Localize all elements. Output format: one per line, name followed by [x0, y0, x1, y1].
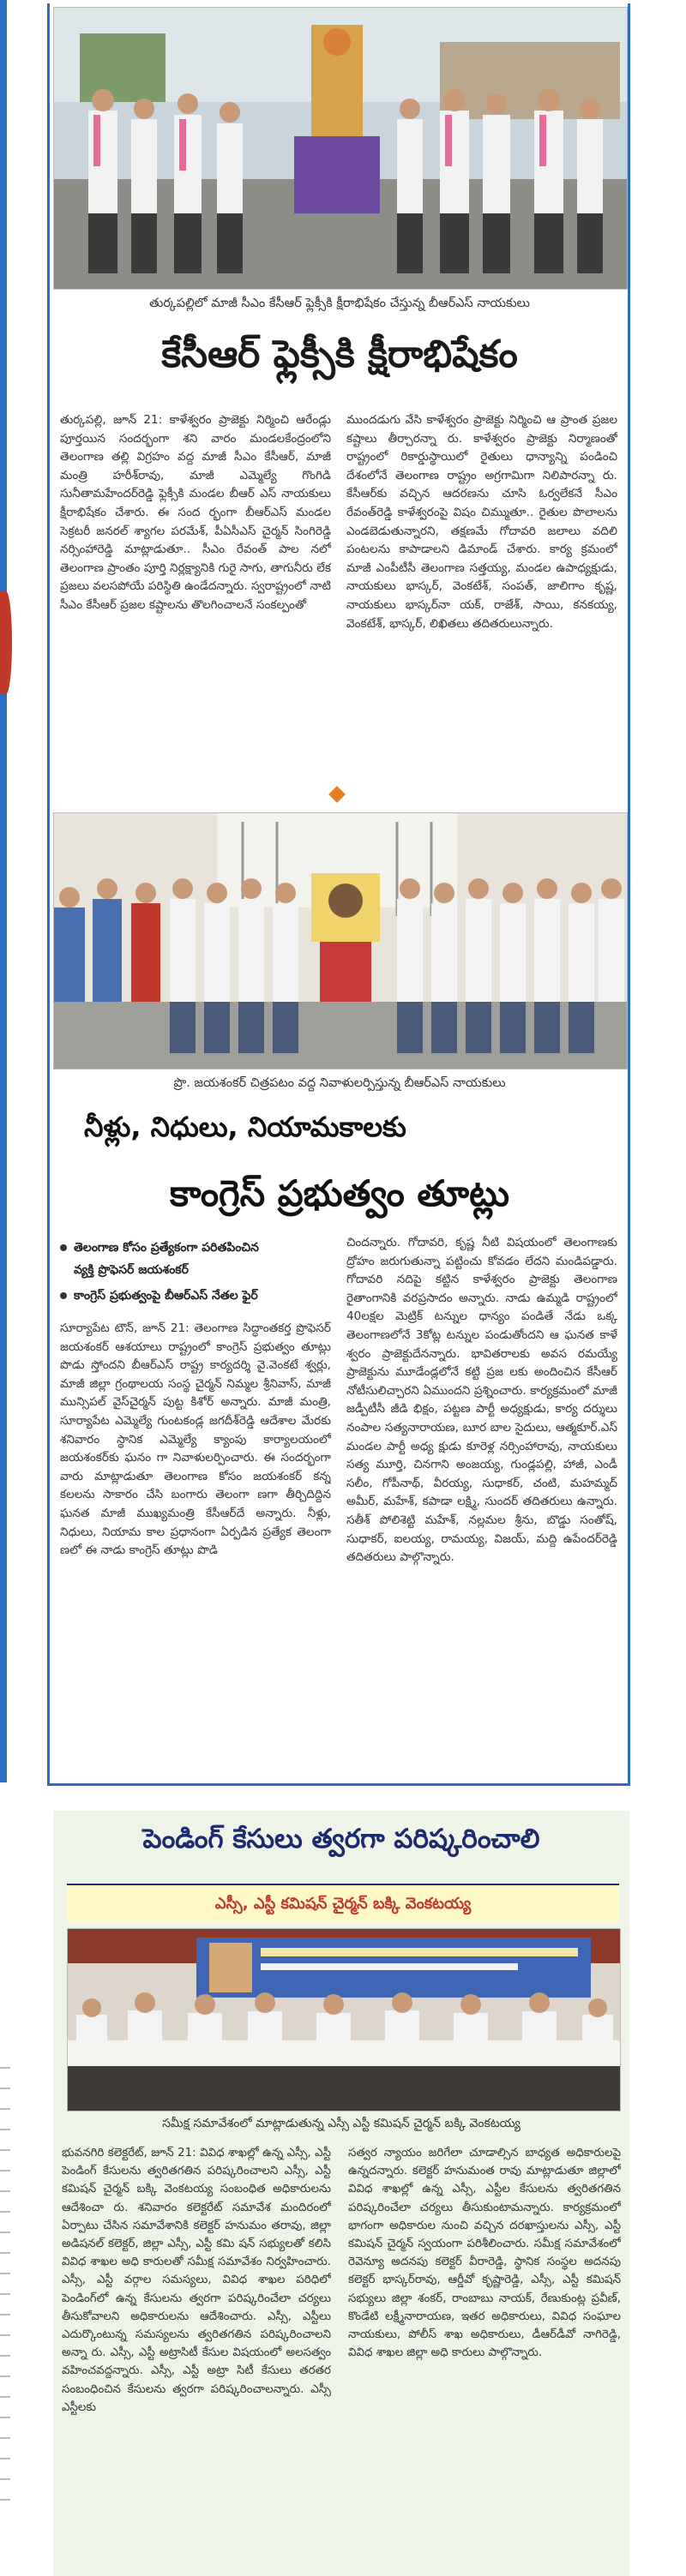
article2-headline: పెండింగ్ కేసులు త్వరగా పరిష్కరించాలి	[142, 1824, 540, 1854]
article2-body-right: సత్వర న్యాయం జరిగేలా చూడాల్సిన బాధ్యత అధికారులపై ఉన్నదన్నారు. కలెక్టర్ హనుమంత రావు మాట్లాడుతూ జిల్లాలో వివిధ శాఖల్లో ఉన్న ఎస్సీ, ఎస్టీల కేసులను త్వరితగతిన పరిష్కరించేలా చర్యలు తీసుకుంటామన్నారు. కార్యక్రమంలో భాగంగా అధికారుల నుంచి వచ్చిన దరఖాస్తులను ఎస్సీ, ఎస్టీ కమిషన్ చైర్మన్ స్వయంగా పరిశీలించారు. సమీక్ష సమావేశంలో రెవెన్యూ అదనపు కలెక్టర్ వీరారెడ్డి, స్థానిక సంస్థల అదనపు కలెక్టర్ భాస్కర్‌రావు, ఆర్డీవో కృష్ణారెడ్డి, ఎస్సీ, ఎస్టీ కమిషన్ సభ్యులు జిల్లా శంకర్, రాంబాబు నాయక్, రేణుకుంట్ల ప్రవీణ్, కొండేటి లక్ష్మీనారాయణ, ఇతర అధికారులు, వివిధ సంఘాల నాయకులు, పోలీస్ శాఖ అధికారులు, డీఆర్‌డీవో నాగిరెడ్డి, వివిధ శాఖల జిల్లా అధి కారులు పాల్గొన్నారు.	[348, 2147, 621, 2360]
article2-body-left: భువనగిరి కలెక్టరేట్, జూన్ 21: వివిధ శాఖల్లో ఉన్న ఎస్సీ, ఎస్టీ పెండింగ్ కేసులను త్వరితగతిన పరిష్కరించాలని ఎస్సీ, ఎస్టీ కమిషన్ చైర్మన్ బక్కి వెంకటయ్య సంబంధిత అధికారులను ఆదేశించా రు. శనివారం కలెక్టరేట్ సమావేశ మందిరంలో ఏర్పాటు చేసిన సమావేశానికి కలెక్టర్ హనుమం తరావు, జిల్లా అడిషనల్ కలెక్టర్, జిల్లా ఎస్సీ, ఎస్టీ కమి షన్ సభ్యులతో కలిసి వివిధ శాఖల అధి కారులతో సమీక్ష సమావేశం నిర్వహించారు. ఎస్సీ, ఎస్టీ వర్గాల సమస్యలు, వివిధ శాఖల పరిధిలో పెండింగ్‌లో ఉన్న కేసులను త్వరగా పరిష్కరించేలా చర్యలు తీసుకోవాలని అధికారులను ఆదేశించారు. ఎస్సీ, ఎస్టీలు ఎదుర్కొంటున్న సమస్యలను త్వరితగతిన పరిష్కరించాలని అన్నా రు. ఎస్సీ, ఎస్టీ అట్రాసిటీ కేసుల విషయంలో అలసత్వం వహించవద్దన్నారు. ఎస్సీ, ఎస్టీ అట్రా సిటీ కేసులు తరతర సంబంధించిన కేసులను త్వరగా పరిష్కరించాలన్నారు. ఎస్సీ ఎస్టీలకు	[62, 2147, 331, 2414]
left-edge-red-shape	[0, 591, 12, 694]
article2-subhead: ఎస్సీ, ఎస్టీ కమిషన్ చైర్మన్ బక్కి వెంకటయ్య	[67, 1884, 619, 1923]
bullet1-text-line2: వ్యక్తి ప్రొఫెసర్ జయశంకర్	[74, 1263, 189, 1277]
article1-subhead: నీళ్లు, నిధులు, నియామకాలకు	[84, 1111, 406, 1143]
article2-photo-caption: సమీక్ష సమావేశంలో మాట్లాడుతున్న ఎస్సీ ఎస్టీ కమిషన్ చైర్మన్ బక్కి వెంకటయ్య	[162, 2117, 521, 2130]
article1-bullet1-line1	[60, 1241, 259, 1257]
left-edge-blue-rule	[0, 0, 7, 1782]
bullet2-text: కాంగ్రెస్ ప్రభుత్వంపై బీఆర్ఎస్ నేతల ఫైర్	[74, 1289, 258, 1303]
photo2-illustration	[54, 813, 627, 1069]
photo3-illustration	[68, 1929, 620, 2111]
article1-body-left: తుర్కపల్లి, జూన్ 21: కాళేశ్వరం ప్రాజెక్టు నిర్మించి ఆరేండ్లు పూర్తయిన సందర్భంగా శని వారం మండలకేంద్రంలోని తెలంగాణ తల్లి విగ్రహం వద్ద మాజీ సీఎం కేసీఆర్, మాజీ మంత్రి హరీశ్‌రావు, మాజీ ఎమ్మెల్యే గొంగిడి సునీతామహేందర్‌రెడ్డి ఫ్లెక్సీకి మండల బీఆర్ ఎస్ నాయకులు క్షీరాభిషేకం చేశారు. ఈ సంద ర్భంగా బీఆర్ఎస్ మండల సెక్రటరీ జనరల్ శ్యాగల పరమేశ్, పీఏసీఎస్ చైర్మన్ సింగిరెడ్డి నర్సింహారెడ్డి మాట్లాడుతూ.. సీఎం రేవంత్ పాల నలో తెలంగాణ ప్రాంతం పూర్తి నిర్లక్ష్యానికి గురై సాగు, తాగునీరు లేక ప్రజలు వలసపోయే పరిస్థితి ఉండేదన్నారు. స్వరాష్ట్రంలో నాటి సీఎం కేసీఆర్ ప్రజల కష్టాలను తొలగించాలనే సంకల్పంతో	[60, 413, 331, 612]
article1-photo2-caption: ప్రొ. జయశంకర్ చిత్రపటం వద్ద నివాళులర్పిస్తున్న బీఆర్ఎస్ నాయకులు	[173, 1076, 506, 1090]
article2-photo	[67, 1928, 621, 2112]
article1-bullet2	[60, 1289, 258, 1305]
article1-headline2: కాంగ్రెస్ ప్రభుత్వం తూట్లు	[169, 1172, 510, 1214]
article1-photo1	[53, 7, 628, 290]
bullet-dot	[60, 1292, 67, 1299]
article1-photo1-caption: తుర్కపల్లిలో మాజీ సీఎం కేసీఆర్ ఫ్లెక్సీకి క్షీరాభిషేకం చేస్తున్న బీఆర్ఎస్ నాయకులు	[149, 297, 530, 310]
article1-body-right: ముందడుగు వేసి కాళేశ్వరం ప్రాజెక్టు నిర్మించి ఆ ప్రాంత ప్రజల కష్టాలు తీర్చారన్నా రు. కాళేశ్వరం ప్రాజెక్టు నిర్మాణంతో రాష్ట్రంలో రికార్డుస్థాయిలో రైతులు ధాన్యాన్ని పండించి దేశంలోనే తెలంగాణ రాష్ట్రం అగ్రగామిగా నిలిపారన్నా రు. కేసీఆర్‌కు వచ్చిన ఆదరణను చూసి ఓర్వలేకనే సీఎం రేవంత్‌రెడ్డి కాళేశ్వరంపై విషం చిమ్ముతూ.. రైతుల పొలాలను ఎండబెడుతున్నారని, తక్షణమే గోదావరి జలాలు వదిలి పంటలను కాపాడాలని డిమాండ్ చేశారు. కార్య క్రమంలో మాజీ ఎంపీటీసీ తెలంగాణ సత్తయ్య, మండల ఉపాధ్యక్షుడు, నాయకులు భాస్కర్, వెంకటేశ్, సంపత్, జాలిగాం కృష్ణ, నాయకులు భాస్కర్‌నా యక్, రాజేశ్, సాయి, కనకయ్య, వెంకటేశ్, భాస్కర్, లిఖితలు తదితరులున్నారు.	[346, 413, 617, 631]
bullet1-text-line1: తెలంగాణ కోసం ప్రత్యేకంగా పరితపించిన	[74, 1241, 259, 1255]
article1-body2-right: చిందన్నారు. గోదావరి, కృష్ణ నీటి విషయంలో తెలంగాణకు ద్రోహం జరుగుతున్నా పట్టించు కోవడం లేదని మండిపడ్డారు. గోదావరి నదిపై కట్టిన కాళేశ్వరం ప్రాజెక్టు తెలంగాణ రైతాంగానికి వరప్రసాదం అన్నారు. నాడు ఉమ్మడి రాష్ట్రంలో 40లక్షల మెట్రిక్ టన్నుల ధాన్యం పండితే నేడు ఒక్క తెలంగాణలోనే 3కోట్ల టన్నుల పండుతోందని ఆ ఘనత కాళే శ్వరం ప్రాజెక్టుదేనన్నారు. భావితరాలకు అవస రమయ్యే ప్రాజెక్టును మూడేండ్లలోనే కట్టి ప్రజ లకు అందించిన కేసీఆర్ నోటీసులిచ్చారని ఏముందని ప్రశ్నించారు. కార్యక్రమంలో మాజీ జడ్పీటీసీ జీడి భిక్షం, పట్టణ పార్టీ అధ్యక్షుడు, కార్య దర్శులు నంపాల సత్యనారాయణ, బూర బాల సైదులు, ఆత్మకూర్.ఎస్ మండల పార్టీ అధ్య క్షుడు కూరెళ్ల నర్సింహారావు, నాయకులు సత్య మూర్తి, చినగాని అంజయ్య, గుండ్లపల్లి, హాజీ, ఎండీ సలీం, గోపీనాథ్, వీరయ్య, సుధాకర్, చంటి, మహమ్మద్ అమీర్, మహేశ్, కపాడా లక్ష్మి, సుందర్ తదితరులు ఉన్నారు. సతీశ్ పోలిశెట్టి మహేశ్, నల్లమల శ్రీను, బొడ్డు సంతోష్, సుధాకర్, ఐలయ్య, రామయ్య, విజయ్, మద్ది ఉపేందర్‌రెడ్డి తదితరులు పాల్గొన్నారు.	[346, 1236, 617, 1565]
photo1-illustration	[54, 8, 627, 289]
left-edge-text-remnant	[0, 2048, 10, 2511]
article1-headline: కేసీఆర్ ఫ్లెక్సీకి క్షీరాభిషేకం	[161, 332, 518, 376]
bullet-dot	[60, 1244, 67, 1251]
article1-photo2	[53, 812, 628, 1069]
article1-bullet1-line2	[74, 1263, 189, 1279]
article1-body2-left: సూర్యాపేట టౌన్, జూన్ 21: తెలంగాణ సిద్ధాంతకర్త ప్రొఫెసర్ జయశంకర్ ఆశయాలు రాష్ట్రంలో కాంగ్రెస్ ప్రభుత్వం తూట్లు పొడు స్తోందని బీఆర్ఎస్ రాష్ట్ర కార్యదర్శి వై.వెంకటే శ్వర్లు, మాజీ జిల్లా గ్రంథాలయ సంస్థ చైర్మన్ నిమ్మల శ్రీనివాస్, మాజీ మున్సిపల్ వైస్‌చైర్మన్ పుట్ట కిశోర్ అన్నారు. మాజీ మంత్రి, సూర్యాపేట ఎమ్మెల్యే గుంటకండ్ల జగదీశ్‌రెడ్డి ఆదేశాల మేరకు శనివారం స్థానిక ఎమ్మెల్యే క్యాంపు కార్యాలయంలో జయశంకర్‌కు ఘనం గా నివాళులర్పించారు. ఈ సందర్భంగా వారు మాట్లాడుతూ తెలంగాణ కోసం జయశంకర్ కన్న కలలను సాకారం చేసి బంగారు తెలంగా ణగా తీర్చిదిద్దిన ఘనత మాజీ ముఖ్యమంత్రి కేసీఆర్‌దే అన్నారు. నీళ్లు, నిధులు, నియామ కాల ప్రధానంగా ఏర్పడిన ప్రత్యేక తెలంగా ణలో ఈ నాడు కాంగ్రెస్ తూట్లు పొడి	[60, 1321, 331, 1558]
